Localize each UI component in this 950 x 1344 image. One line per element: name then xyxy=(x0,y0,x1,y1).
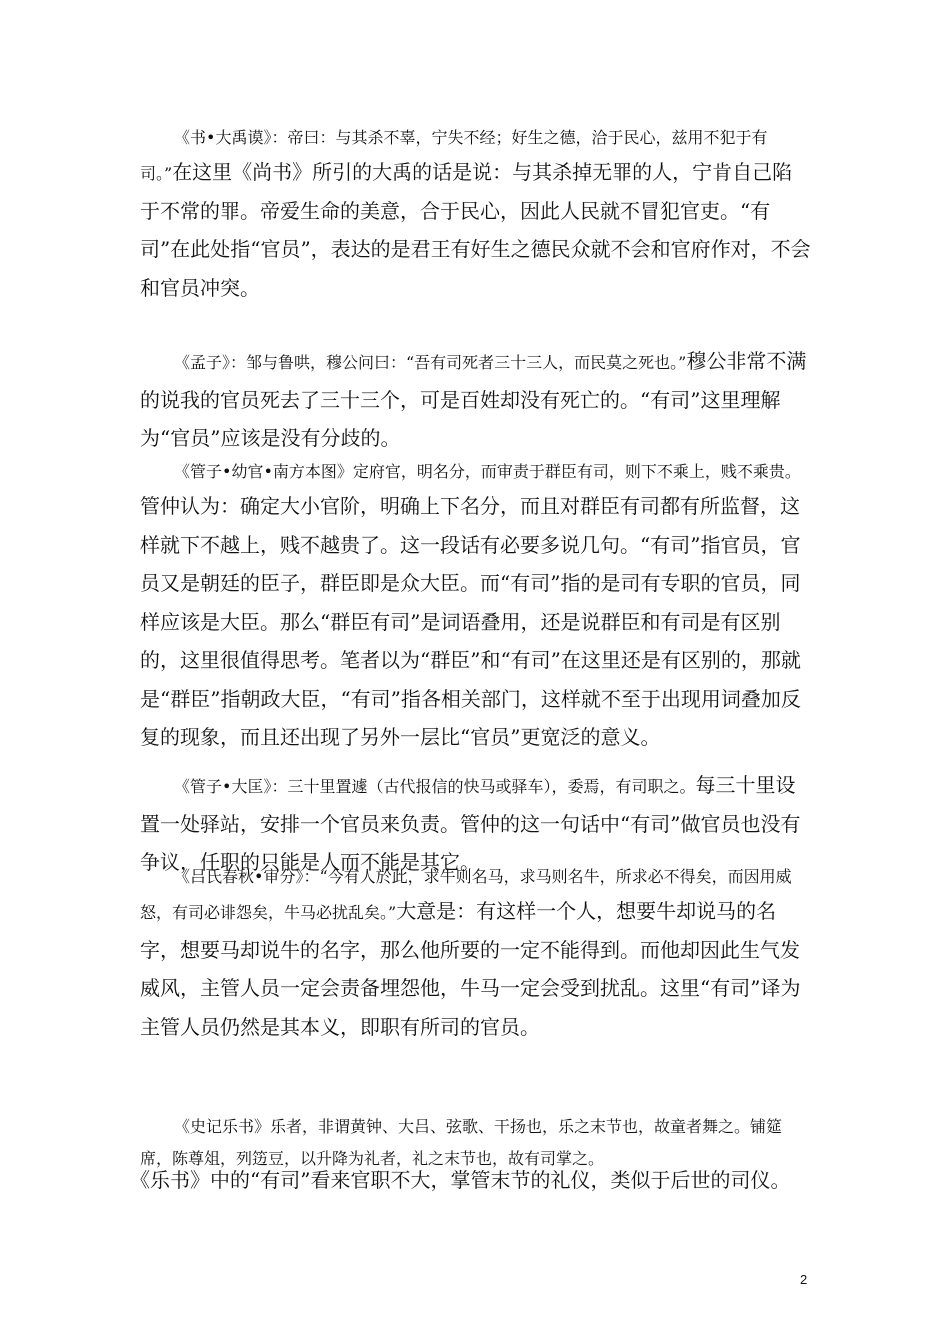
commentary-7: 《乐书》中的“有司”看来官职不大，掌管末节的礼仪，类似于后世的司仪。 xyxy=(130,1168,791,1192)
commentary-5: 大意是：有这样一个人，想要牛却说马的名字，想要马却说牛的名字，那么他所要的一定不能得到。而他却因此生气发威风，主管人员一定会责备埋怨他，牛马一定会受到扰乱。这里“有司”译为主管人员仍然是其本义，即职有所司的官员。 xyxy=(140,899,801,1039)
quote-3: 《管子•幼官•南方本图》定府官，明名分，而审责于群臣有司，则下不乘上，贱不乘贵。 xyxy=(174,462,801,481)
quote-1: 《书•大禹谟》：帝曰：与其杀不辜，宁失不经；好生之德，洽于民心，兹用不犯于有司。” xyxy=(140,128,768,183)
paragraph-3 xyxy=(140,457,812,757)
paragraph-1 xyxy=(140,123,812,307)
commentary-1: 在这里《尚书》所引的大禹的话是说：与其杀掉无罪的人，宁肯自己陷于不常的罪。帝爱生命的美意，合于民心，因此人民就不冒犯官吏。“有司”在此处指“官员”，表达的是君王有好生之德民众就不会和官府作对，不会和官员冲突。 xyxy=(140,160,811,300)
paragraph-7 xyxy=(130,1161,830,1200)
paragraph-2 xyxy=(140,342,812,458)
commentary-3: 管仲认为：确定大小官阶，明确上下名分，而且对群臣有司都有所监督，这样就下不越上，贱不越贵了。这一段话有必要多说几句。“有司”指官员，官员又是朝廷的臣子，群臣即是众大臣。而“有司”指的是司有专职的官员，同样应该是大臣。那么“群臣有司”是词语叠用，还是说群臣和有司是有区别的，这里很值得思考。笔者以为“群臣”和“有司”在这里还是有区别的，那就是“群臣”指朝政大臣，“有司”指各相关部门，这样就不至于出现用词叠加反复的现象，而且还出现了另外一层比“官员”更宽泛的意义。 xyxy=(140,494,801,749)
commentary-2: 穆公非常不满的说我的官员死去了三十三个，可是百姓却没有死亡的。“有司”这里理解为“官员”应该是没有分歧的。 xyxy=(140,349,807,450)
quote-6: 《史记乐书》乐者，非谓黄钟、大吕、弦歌、干扬也，乐之末节也，故童者舞之。铺筵席，陈尊俎，列笾豆，以升降为礼者，礼之末节也，故有司掌之。 xyxy=(140,1117,783,1168)
page-number: 2 xyxy=(800,1272,808,1287)
quote-2: 《孟子》：邹与鲁哄，穆公问曰：“吾有司死者三十三人，而民莫之死也。” xyxy=(174,353,687,372)
commentary-4: 每三十里设置一处驿站，安排一个官员来负责。管仲的这一句话中“有司”做官员也没有争议，任职的只能是人而不能是其它。 xyxy=(140,773,801,874)
paragraph-5 xyxy=(140,862,812,1046)
quote-4: 《管子•大匡》：三十里置遽（古代报信的快马或驿车），委焉，有司职之。 xyxy=(174,777,696,796)
quote-5: 《吕氏春秋•审分》：“今有人於此，求牛则名马，求马则名牛，所求必不得矣，而因用威怒，有司必诽怨矣，牛马必扰乱矣。” xyxy=(140,867,792,922)
